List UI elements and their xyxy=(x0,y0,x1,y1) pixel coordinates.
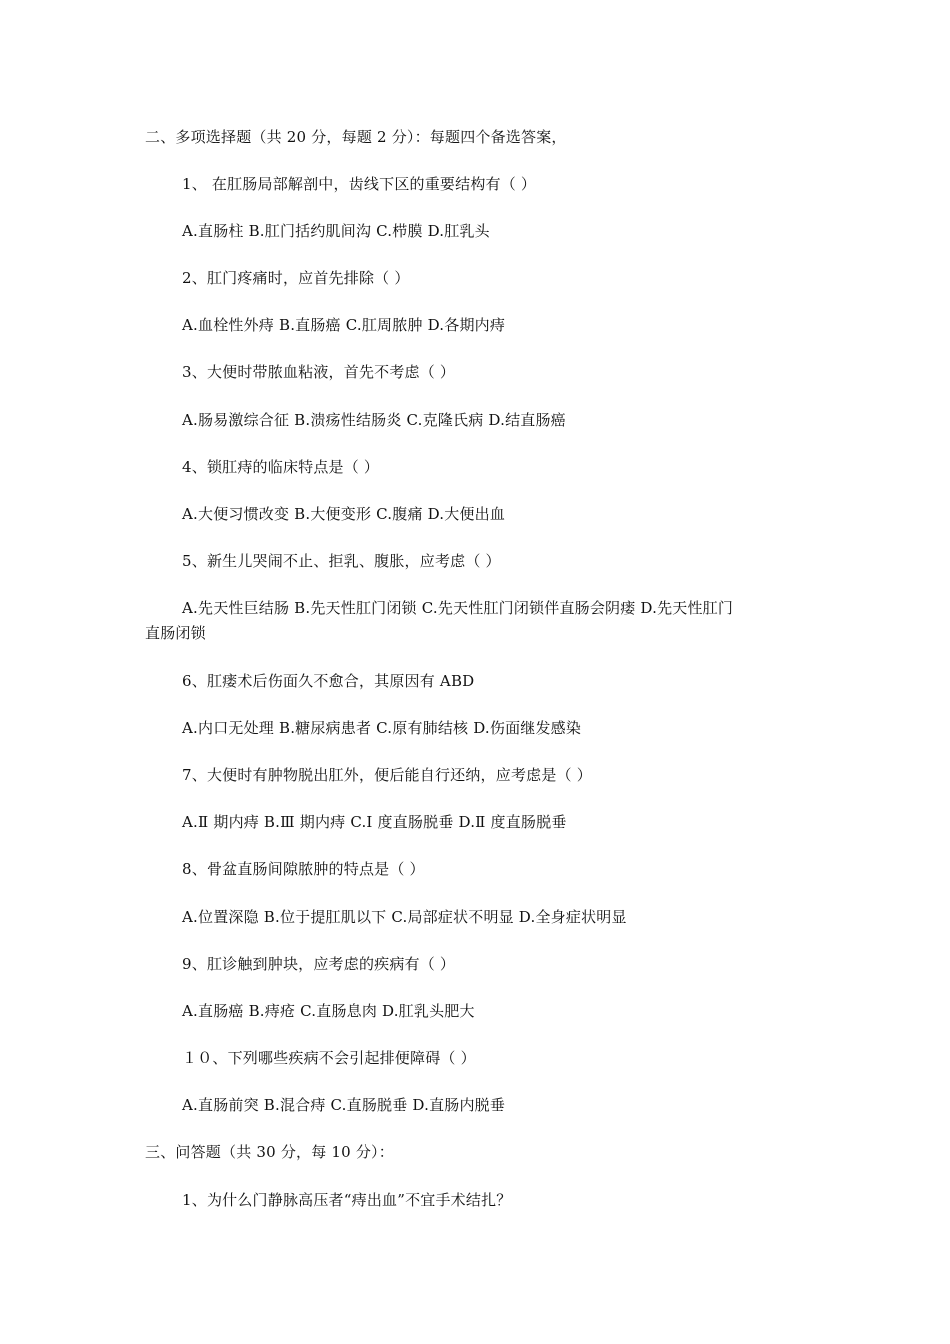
question-6-options: A.内口无处理 B.糖尿病患者 C.原有肺结核 D.伤面继发感染 xyxy=(182,719,582,737)
question-9-options: A.直肠癌 B.痔疮 C.直肠息肉 D.肛乳头肥大 xyxy=(182,1002,475,1020)
question-7: 7、大便时有肿物脱出肛外，便后能自行还纳，应考虑是（ ） xyxy=(182,766,592,784)
question-8-options: A.位置深隐 B.位于提肛肌以下 C.局部症状不明显 D.全身症状明显 xyxy=(182,908,627,926)
question-6: 6、肛瘘术后伤面久不愈合，其原因有 ABD xyxy=(182,672,475,690)
question-8: 8、骨盆直肠间隙脓肿的特点是（ ） xyxy=(182,860,425,878)
question-3: 3、大便时带脓血粘液，首先不考虑（ ） xyxy=(182,363,456,381)
section-2-heading: 二、多项选择题（共 20 分，每题 2 分）：每题四个备选答案， xyxy=(145,128,567,146)
essay-question-1: 1、为什么门静脉高压者“痔出血”不宜手术结扎？ xyxy=(182,1191,512,1209)
question-2-options: A.血栓性外痔 B.直肠癌 C.肛周脓肿 D.各期内痔 xyxy=(182,316,506,334)
question-3-options: A.肠易激综合征 B.溃疡性结肠炎 C.克隆氏病 D.结直肠癌 xyxy=(182,411,566,429)
question-7-options: A.Ⅱ 期内痔 B.Ⅲ 期内痔 C.Ⅰ 度直肠脱垂 D.Ⅱ 度直肠脱垂 xyxy=(182,813,567,831)
question-2: 2、肛门疼痛时，应首先排除（ ） xyxy=(182,269,410,287)
question-1: 1、 在肛肠局部解剖中，齿线下区的重要结构有（ ） xyxy=(182,175,537,193)
question-4-options: A.大便习惯改变 B.大便变形 C.腹痛 D.大便出血 xyxy=(182,505,506,523)
section-3-heading: 三、问答题（共 30 分，每 10 分）： xyxy=(145,1143,394,1161)
question-5-options: A.先天性巨结肠 B.先天性肛门闭锁 C.先天性肛门闭锁伴直肠会阴瘘 D.先天性肛门 xyxy=(182,599,734,617)
question-9: 9、肛诊触到肿块，应考虑的疾病有（ ） xyxy=(182,955,456,973)
question-4: 4、锁肛痔的临床特点是（ ） xyxy=(182,458,380,476)
question-1-options: A.直肠柱 B.肛门括约肌间沟 C.栉膜 D.肛乳头 xyxy=(182,222,490,240)
question-5: 5、新生儿哭闹不止、拒乳、腹胀，应考虑（ ） xyxy=(182,552,501,570)
question-10-options: A.直肠前突 B.混合痔 C.直肠脱垂 D.直肠内脱垂 xyxy=(182,1096,506,1114)
question-10: １０、下列哪些疾病不会引起排便障碍（ ） xyxy=(182,1049,476,1067)
question-5-options-continued: 直肠闭锁 xyxy=(145,624,206,642)
